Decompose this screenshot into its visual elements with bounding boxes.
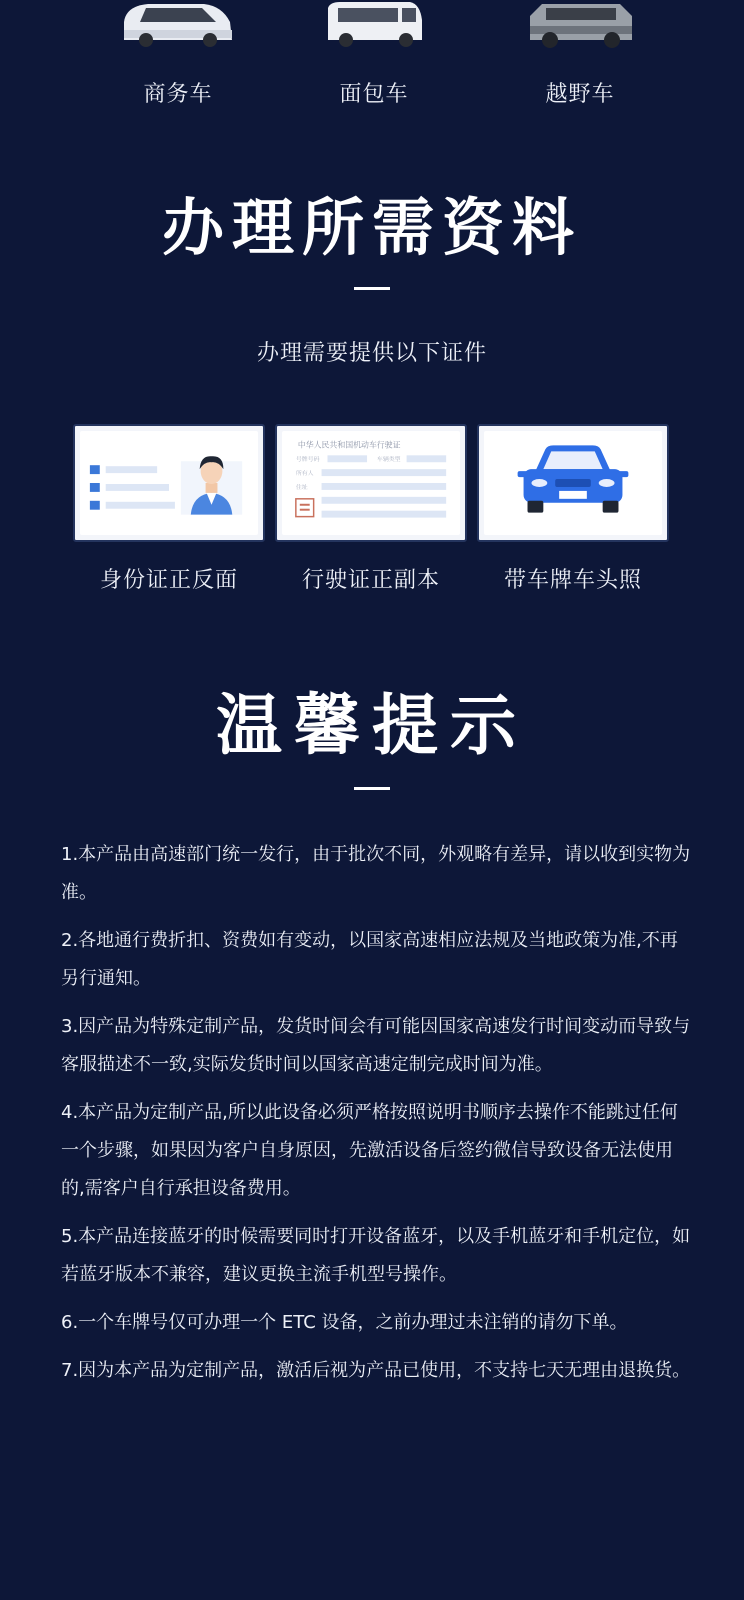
suv-car-icon: [520, 0, 640, 48]
license-heading: 中华人民共和国机动车行驶证: [297, 440, 401, 450]
license-field: 车辆类型: [376, 456, 401, 464]
vehicle-types: [0, 0, 744, 120]
tip-item: 7.因为本产品为定制产品，激活后视为产品已使用，不支持七天无理由退换货。: [61, 1360, 691, 1381]
van-car-icon: [314, 0, 434, 48]
tip-item: 6.一个车牌号仅可办理一个 ETC 设备，之前办理过未注销的请勿下单。: [61, 1312, 628, 1333]
tip-item: 2.各地通行费折扣、资费如有变动，以国家高速相应法规及当地政策为准,不再另行通知。: [61, 930, 678, 989]
tips-title: 温馨提示: [216, 687, 528, 764]
vehicle-label: 越野车: [545, 82, 615, 107]
title-divider: [354, 287, 390, 290]
tip-item: 1.本产品由高速部门统一发行，由于批次不同，外观略有差异，请以收到实物为准。: [61, 844, 691, 903]
title-divider: [354, 787, 390, 790]
tip-item: 5.本产品连接蓝牙的时候需要同时打开设备蓝牙，以及手机蓝牙和手机定位，如若蓝牙版本不兼容，建议更换主流手机型号操作。: [61, 1226, 691, 1285]
license-field: 所有人: [295, 470, 314, 478]
tip-item: 4.本产品为定制产品,所以此设备必须严格按照说明书顺序去操作不能跳过任何一个步骤，如果因为客户自身原因，先激活设备后签约微信导致设备无法使用的,需客户自行承担设备费用。: [61, 1102, 678, 1199]
vehicle-mpv: [88, 0, 268, 120]
document-label: 带车牌车头照: [503, 568, 642, 593]
id-card-card: [73, 424, 265, 542]
document-label: 行驶证正副本: [301, 568, 440, 593]
tips-list: [61, 836, 691, 1400]
vehicle-license-icon: [282, 431, 460, 535]
documents-subtitle: 办理需要提供以下证件: [256, 341, 487, 366]
license-field: 住址: [295, 483, 308, 491]
car-front-card: [477, 424, 669, 542]
vehicle-label: 面包车: [339, 82, 409, 107]
documents-title: 办理所需资料: [161, 191, 582, 264]
car-front-icon: [484, 431, 662, 535]
vehicle-van: [284, 0, 464, 120]
vehicle-label: 商务车: [143, 82, 213, 107]
mpv-car-icon: [118, 0, 238, 48]
document-label: 身份证正反面: [99, 568, 238, 593]
vehicle-suv: [490, 0, 670, 120]
license-field: 号牌号码: [295, 456, 320, 464]
tip-item: 3.因产品为特殊定制产品，发货时间会有可能因国家高速发行时间变动而导致与客服描述不一致,实际发货时间以国家高速定制完成时间为准。: [61, 1016, 691, 1075]
id-card-icon: [80, 431, 258, 535]
vehicle-license-card: [275, 424, 467, 542]
